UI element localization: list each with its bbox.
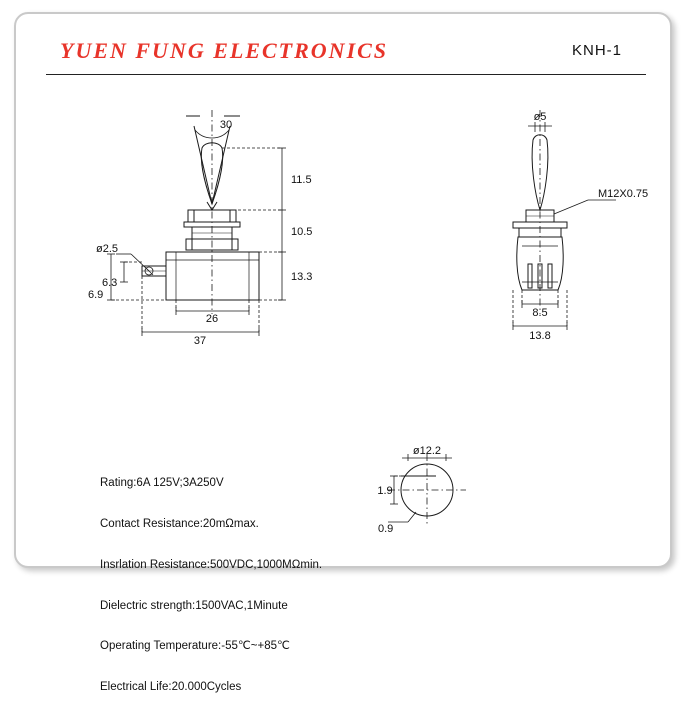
company-name: YUEN FUNG ELECTRONICS (60, 38, 389, 63)
dim-front-lever-height: 11.5 (291, 174, 312, 186)
dim-front-body-width: 26 (205, 313, 219, 325)
callout-thread: M12X0.75 (598, 188, 649, 200)
thread-callout-leader (554, 200, 616, 214)
dim-detail-flat: 0.9 (378, 523, 394, 535)
dim-front-overall-width: 37 (193, 335, 207, 347)
hole-dia-leader (116, 254, 149, 271)
dim-hole-dia: ø2.5 (96, 243, 119, 255)
spec-item: Insrlation Resistance:500VDC,1000MΩmin. (100, 558, 323, 571)
spec-item: Contact Resistance:20mΩmax. (100, 517, 259, 530)
dim-side-overall-width: 13.8 (529, 330, 551, 342)
detail-washer (388, 454, 466, 526)
model-number: KNH-1 (571, 42, 622, 59)
specification-list (100, 450, 322, 722)
dim-detail-dia: ø12.2 (412, 445, 442, 457)
spec-item: Rating:6A 125V;3A250V (100, 477, 224, 490)
dim-terminal-offset-b: 6.9 (88, 289, 104, 301)
dim-detail-height: 1.9 (377, 485, 393, 497)
dim-side-lever-dia: ø5 (533, 111, 547, 123)
dim-front-angle: 30 (219, 119, 233, 131)
spec-item: Dielectric strength:1500VAC,1Minute (100, 599, 288, 612)
spec-item: Operating Temperature:-55℃~+85℃ (100, 640, 290, 653)
dim-front-body-height: 13.3 (291, 271, 313, 283)
front-bottom-dims (142, 276, 259, 336)
dim-terminal-offset-a: 6.3 (102, 277, 118, 289)
drawing-sheet (14, 12, 672, 694)
dim-front-bushing-height: 10.5 (291, 226, 313, 238)
dim-side-body-width: 8.5 (532, 307, 548, 319)
spec-item: Electrical Life:20.000Cycles (100, 681, 242, 694)
front-body (166, 252, 259, 300)
front-right-dims (222, 148, 286, 300)
